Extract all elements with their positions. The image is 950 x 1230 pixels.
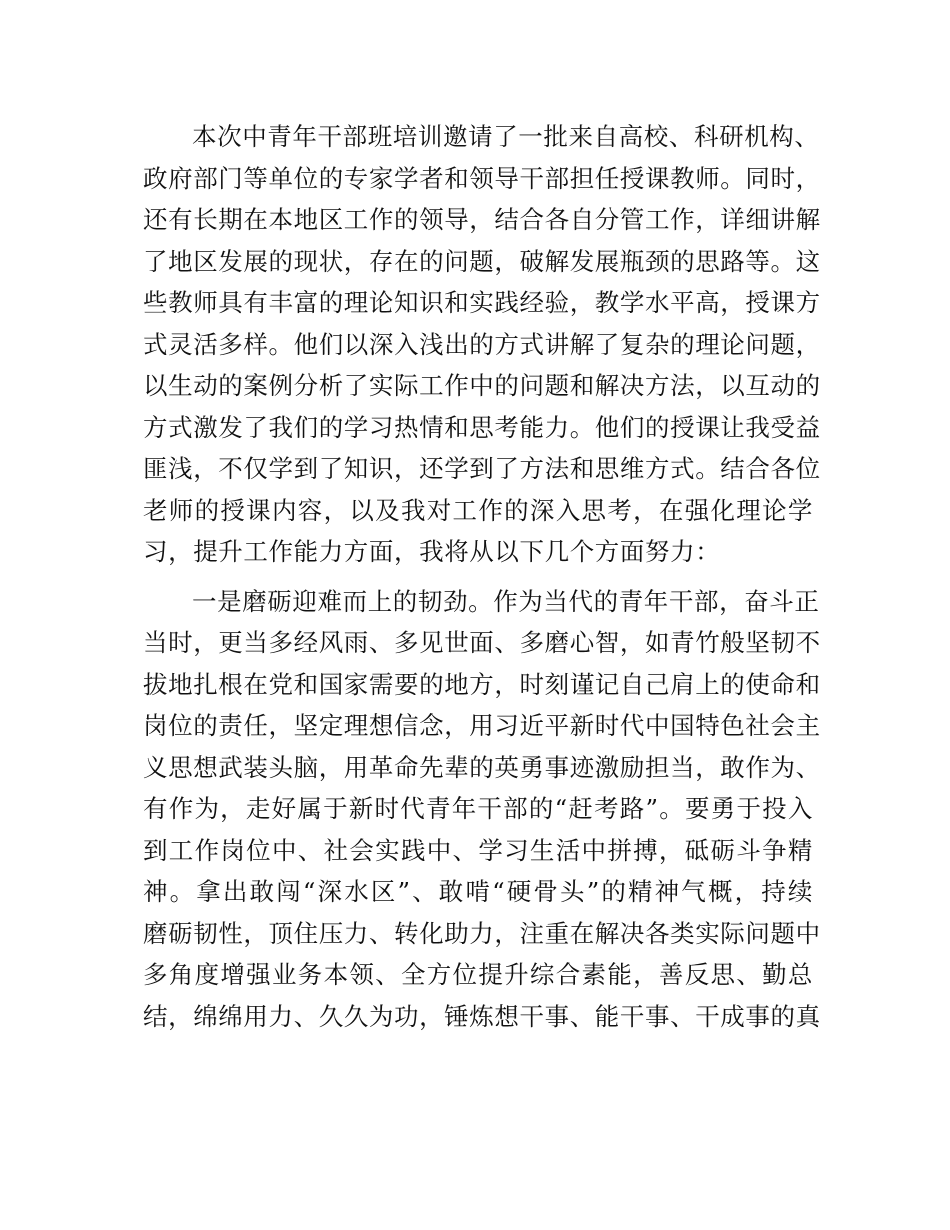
text-line: 当时，更当多经风雨、多见世面、多磨心智，如青竹般坚韧不 bbox=[143, 628, 821, 657]
text-line: 有作为，走好属于新时代青年干部的“赶考路”。要勇于投入 bbox=[143, 794, 813, 823]
text-line: 政府部门等单位的专家学者和领导干部担任授课教师。同时， bbox=[143, 163, 821, 193]
text-line: 匪浅，不仅学到了知识，还学到了方法和思维方式。结合各位 bbox=[143, 454, 821, 483]
text-line: 式灵活多样。他们以深入浅出的方式讲解了复杂的理论问题， bbox=[143, 329, 821, 359]
text-line: 了地区发展的现状，存在的问题，破解发展瓶颈的思路等。这 bbox=[143, 246, 821, 276]
paragraph-2 bbox=[143, 581, 821, 1038]
text-line: 以生动的案例分析了实际工作中的问题和解决方法，以互动的 bbox=[143, 371, 821, 400]
text-line: 结，绵绵用力、久久为功，锤炼想干事、能干事、干成事的真 bbox=[143, 1001, 821, 1031]
document-body bbox=[143, 116, 821, 1037]
text-line: 到工作岗位中、社会实践中、学习生活中拼搏，砥砺斗争精 bbox=[143, 835, 813, 865]
paragraph-1 bbox=[143, 116, 821, 573]
text-line: 多角度增强业务本领、全方位提升综合素能，善反思、勤总 bbox=[143, 960, 813, 989]
text-line: 义思想武装头脑，用革命先辈的英勇事迹激励担当，敢作为、 bbox=[143, 752, 821, 782]
text-line: 些教师具有丰富的理论知识和实践经验，教学水平高，授课方 bbox=[143, 288, 821, 317]
text-line: 一是磨砺迎难而上的韧劲。作为当代的青年干部，奋斗正 bbox=[192, 586, 820, 616]
text-line: 老师的授课内容，以及我对工作的深入思考，在强化理论学 bbox=[143, 495, 813, 525]
text-line: 岗位的责任，坚定理想信念，用习近平新时代中国特色社会主 bbox=[143, 711, 821, 740]
text-line: 拔地扎根在党和国家需要的地方，时刻谨记自己肩上的使命和 bbox=[143, 669, 821, 699]
text-line: 磨砺韧性，顶住压力、转化助力，注重在解决各类实际问题中 bbox=[143, 918, 821, 948]
text-line: 还有长期在本地区工作的领导，结合各自分管工作，详细讲解 bbox=[143, 205, 821, 234]
text-line: 习，提升工作能力方面，我将从以下几个方面努力： bbox=[143, 537, 721, 566]
text-line: 本次中青年干部班培训邀请了一批来自高校、科研机构、 bbox=[192, 122, 820, 151]
text-line: 方式激发了我们的学习热情和思考能力。他们的授课让我受益 bbox=[143, 412, 821, 442]
text-line: 神。拿出敢闯“深水区”、敢啃“硬骨头”的精神气概，持续 bbox=[143, 877, 813, 906]
